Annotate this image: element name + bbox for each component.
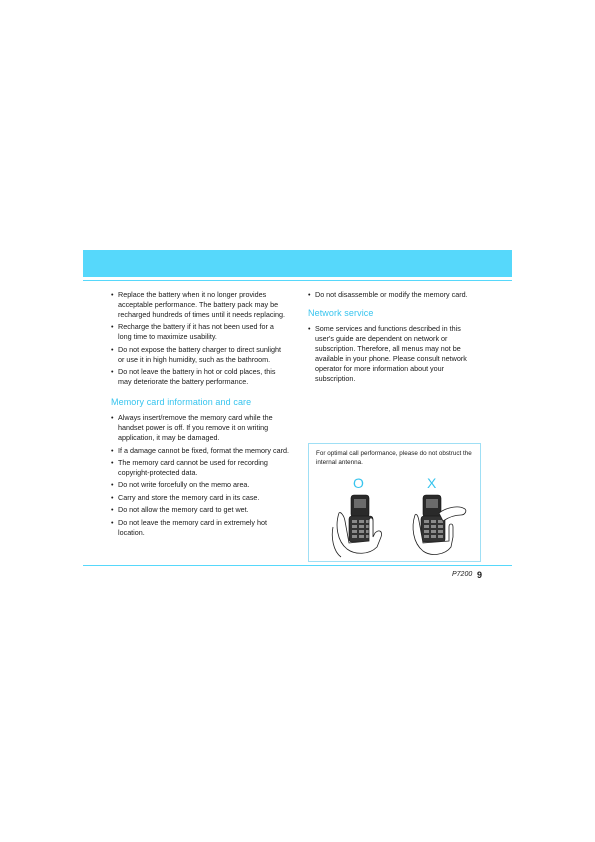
battery-list [111, 290, 289, 387]
antenna-notice-text: For optimal call performance, please do not obstruct the internal antenna. [316, 450, 472, 466]
list-item: • Do not leave the battery in hot or cold places, this may deteriorate the battery performance. [111, 367, 289, 387]
header-band [83, 250, 512, 277]
list-item: • The memory card cannot be used for recording copyright-protected data. [111, 458, 289, 478]
memory-card-heading: Memory card information and care [111, 397, 252, 408]
network-service-heading: Network service [308, 308, 374, 318]
list-item: • Do not expose the battery charger to direct sunlight or use it in high humidity, such as the bathroom. [111, 345, 289, 365]
phone-held-correctly-illustration [331, 491, 387, 559]
list-item: • Recharge the battery if it has not been used for a long time to maximize usability. [111, 322, 289, 342]
left-column [111, 290, 289, 540]
wrong-mark: X [427, 475, 437, 491]
list-item: • Some services and functions described in this user's guide are dependent on network or subscription. Therefore, all menus may not be available in your phone. Please consult network operator for more information about your subscription. [308, 324, 478, 384]
network-service-list [308, 324, 478, 384]
right-column [308, 290, 478, 386]
list-item: • Do not write forcefully on the memo area. [111, 480, 289, 490]
list-item: • Do not leave the memory card in extremely hot location. [111, 518, 289, 538]
page-number: 9 [477, 570, 483, 580]
memory-card-list [111, 413, 289, 537]
footer-rule [83, 565, 512, 566]
model-label: P7200 [452, 571, 473, 578]
header-rule [83, 280, 512, 281]
list-item: • If a damage cannot be fixed, format the memory card. [111, 446, 289, 456]
list-item: • Always insert/remove the memory card while the handset power is off. If you remove it on writing application, it may be damaged. [111, 413, 289, 443]
list-item: • Replace the battery when it no longer provides acceptable performance. The battery pack may be recharged hundreds of times until it needs replacing. [111, 290, 289, 320]
phone-held-incorrectly-illustration [409, 491, 469, 559]
list-item: • Carry and store the memory card in its case. [111, 493, 289, 503]
memory-card-extra-list [308, 290, 478, 300]
list-item: • Do not allow the memory card to get wet. [111, 505, 289, 515]
antenna-notice-box [308, 443, 481, 562]
correct-mark: O [353, 475, 364, 491]
list-item: • Do not disassemble or modify the memory card. [308, 290, 478, 300]
